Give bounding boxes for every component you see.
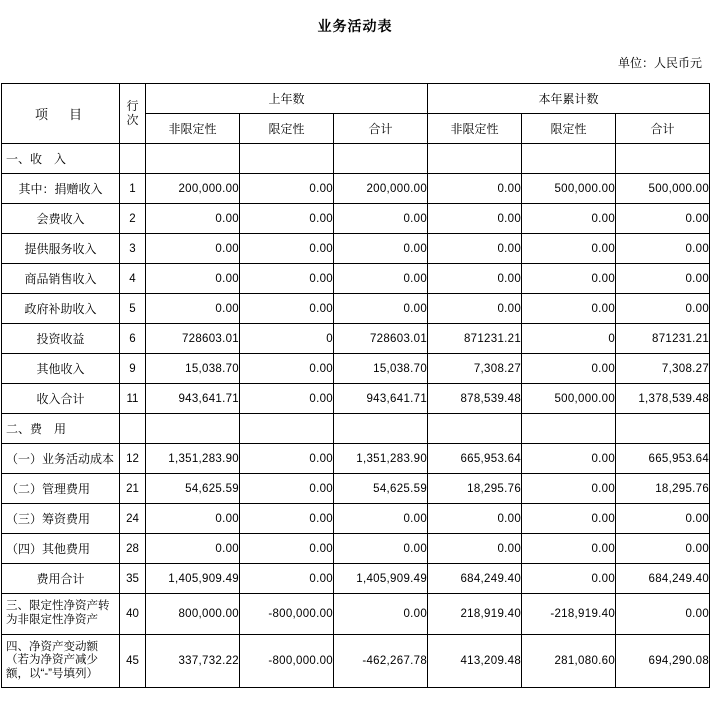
table-row bbox=[2, 534, 710, 564]
row-value: 0.00 bbox=[428, 264, 522, 294]
row-value bbox=[522, 144, 616, 174]
row-line-no: 21 bbox=[120, 474, 146, 504]
row-value: 0.00 bbox=[334, 264, 428, 294]
row-value: 218,919.40 bbox=[428, 594, 522, 635]
row-value: 0.00 bbox=[240, 354, 334, 384]
row-value: -800,000.00 bbox=[240, 635, 334, 688]
row-value: 0.00 bbox=[522, 264, 616, 294]
row-value: 0.00 bbox=[334, 234, 428, 264]
row-value: 0.00 bbox=[428, 294, 522, 324]
row-value: 1,351,283.90 bbox=[146, 444, 240, 474]
row-value: 54,625.59 bbox=[334, 474, 428, 504]
row-label: 三、限定性净资产转为非限定性净资产 bbox=[2, 594, 120, 635]
row-line-no: 45 bbox=[120, 635, 146, 688]
row-line-no: 3 bbox=[120, 234, 146, 264]
table-row bbox=[2, 234, 710, 264]
unit-note: 单位：人民币元 bbox=[617, 56, 702, 70]
row-value: 0.00 bbox=[428, 504, 522, 534]
table-row bbox=[2, 444, 710, 474]
row-value: 0.00 bbox=[240, 564, 334, 594]
row-value: 0.00 bbox=[428, 534, 522, 564]
row-value: 0.00 bbox=[522, 234, 616, 264]
table-row bbox=[2, 294, 710, 324]
row-line-no: 35 bbox=[120, 564, 146, 594]
row-value: 0.00 bbox=[334, 534, 428, 564]
row-value: 18,295.76 bbox=[616, 474, 710, 504]
row-value: 0.00 bbox=[522, 534, 616, 564]
row-value: 0.00 bbox=[240, 534, 334, 564]
row-value: -462,267.78 bbox=[334, 635, 428, 688]
row-label: 提供服务收入 bbox=[2, 234, 120, 264]
row-value: 0.00 bbox=[616, 534, 710, 564]
table-row bbox=[2, 354, 710, 384]
row-value: 281,080.60 bbox=[522, 635, 616, 688]
row-label: 会费收入 bbox=[2, 204, 120, 234]
row-value: 0.00 bbox=[146, 264, 240, 294]
row-value: -800,000.00 bbox=[240, 594, 334, 635]
row-value bbox=[240, 414, 334, 444]
row-label: （三）筹资费用 bbox=[2, 504, 120, 534]
row-value: 0.00 bbox=[240, 474, 334, 504]
row-value: 0 bbox=[240, 324, 334, 354]
row-line-no: 28 bbox=[120, 534, 146, 564]
row-value: 0.00 bbox=[616, 264, 710, 294]
row-value: 0.00 bbox=[522, 564, 616, 594]
header-line-no: 行 次 bbox=[120, 84, 146, 144]
row-line-no: 12 bbox=[120, 444, 146, 474]
header-current-year-group: 本年累计数 bbox=[428, 84, 710, 114]
row-value: 15,038.70 bbox=[334, 354, 428, 384]
row-line-no: 5 bbox=[120, 294, 146, 324]
table-header bbox=[2, 84, 710, 144]
header-current-restricted: 限定性 bbox=[522, 114, 616, 144]
row-value: 0.00 bbox=[334, 594, 428, 635]
row-label: 其中：捐赠收入 bbox=[2, 174, 120, 204]
row-value: 0.00 bbox=[522, 444, 616, 474]
row-value: 0.00 bbox=[334, 294, 428, 324]
row-line-no: 24 bbox=[120, 504, 146, 534]
header-current-unrestricted: 非限定性 bbox=[428, 114, 522, 144]
row-value: 0.00 bbox=[146, 504, 240, 534]
row-label: （四）其他费用 bbox=[2, 534, 120, 564]
row-label: 一、收 入 bbox=[2, 144, 120, 174]
row-value: 684,249.40 bbox=[428, 564, 522, 594]
row-label: 商品销售收入 bbox=[2, 264, 120, 294]
row-value: 1,378,539.48 bbox=[616, 384, 710, 414]
header-current-total: 合计 bbox=[616, 114, 710, 144]
row-value: 413,209.48 bbox=[428, 635, 522, 688]
row-value bbox=[146, 414, 240, 444]
row-value: 728603.01 bbox=[146, 324, 240, 354]
page-title: 业务活动表 bbox=[317, 18, 393, 34]
row-value: 0.00 bbox=[240, 504, 334, 534]
row-value: 943,641.71 bbox=[146, 384, 240, 414]
row-value: 0.00 bbox=[616, 204, 710, 234]
row-value: 0.00 bbox=[428, 174, 522, 204]
row-value: 7,308.27 bbox=[428, 354, 522, 384]
row-value: 0.00 bbox=[240, 384, 334, 414]
row-line-no: 4 bbox=[120, 264, 146, 294]
row-line-no: 11 bbox=[120, 384, 146, 414]
row-value bbox=[616, 144, 710, 174]
row-value: 0.00 bbox=[522, 354, 616, 384]
row-value: 0.00 bbox=[146, 204, 240, 234]
row-value: 1,405,909.49 bbox=[334, 564, 428, 594]
row-value: 15,038.70 bbox=[146, 354, 240, 384]
row-value: 18,295.76 bbox=[428, 474, 522, 504]
report-page bbox=[0, 16, 710, 704]
header-prev-year-group: 上年数 bbox=[146, 84, 428, 114]
row-value: -218,919.40 bbox=[522, 594, 616, 635]
row-value: 0 bbox=[522, 324, 616, 354]
row-value: 665,953.64 bbox=[616, 444, 710, 474]
table-row bbox=[2, 384, 710, 414]
row-value: 54,625.59 bbox=[146, 474, 240, 504]
row-line-no: 9 bbox=[120, 354, 146, 384]
row-label: 二、费 用 bbox=[2, 414, 120, 444]
row-value: 200,000.00 bbox=[334, 174, 428, 204]
row-value: 728603.01 bbox=[334, 324, 428, 354]
table-body bbox=[2, 144, 710, 688]
row-label: 投资收益 bbox=[2, 324, 120, 354]
row-value: 665,953.64 bbox=[428, 444, 522, 474]
row-value bbox=[240, 144, 334, 174]
header-prev-total: 合计 bbox=[334, 114, 428, 144]
row-value bbox=[428, 414, 522, 444]
row-value: 684,249.40 bbox=[616, 564, 710, 594]
header-item: 项 目 bbox=[2, 84, 120, 144]
row-value: 500,000.00 bbox=[616, 174, 710, 204]
row-value: 0.00 bbox=[240, 174, 334, 204]
table-row bbox=[2, 564, 710, 594]
table-row bbox=[2, 594, 710, 635]
row-value: 0.00 bbox=[334, 204, 428, 234]
row-value: 800,000.00 bbox=[146, 594, 240, 635]
row-value bbox=[428, 144, 522, 174]
row-value: 0.00 bbox=[616, 234, 710, 264]
row-value: 0.00 bbox=[334, 504, 428, 534]
row-value: 1,351,283.90 bbox=[334, 444, 428, 474]
row-value: 878,539.48 bbox=[428, 384, 522, 414]
row-value: 694,290.08 bbox=[616, 635, 710, 688]
row-line-no bbox=[120, 144, 146, 174]
row-value: 871231.21 bbox=[428, 324, 522, 354]
row-value: 0.00 bbox=[240, 204, 334, 234]
row-line-no bbox=[120, 414, 146, 444]
header-prev-unrestricted: 非限定性 bbox=[146, 114, 240, 144]
header-prev-restricted: 限定性 bbox=[240, 114, 334, 144]
row-value: 0.00 bbox=[522, 294, 616, 324]
table-row bbox=[2, 204, 710, 234]
row-value: 0.00 bbox=[616, 294, 710, 324]
row-value: 0.00 bbox=[240, 234, 334, 264]
row-value: 871231.21 bbox=[616, 324, 710, 354]
row-value: 0.00 bbox=[146, 534, 240, 564]
row-label: 政府补助收入 bbox=[2, 294, 120, 324]
row-value: 943,641.71 bbox=[334, 384, 428, 414]
row-label: （二）管理费用 bbox=[2, 474, 120, 504]
row-value: 0.00 bbox=[240, 294, 334, 324]
table-row bbox=[2, 504, 710, 534]
table-row bbox=[2, 144, 710, 174]
table-row bbox=[2, 174, 710, 204]
row-line-no: 2 bbox=[120, 204, 146, 234]
table-row bbox=[2, 264, 710, 294]
row-value: 0.00 bbox=[616, 504, 710, 534]
row-value bbox=[334, 414, 428, 444]
table-row bbox=[2, 414, 710, 444]
row-label: 费用合计 bbox=[2, 564, 120, 594]
row-value bbox=[616, 414, 710, 444]
row-value: 0.00 bbox=[146, 234, 240, 264]
table-row bbox=[2, 474, 710, 504]
row-value: 337,732.22 bbox=[146, 635, 240, 688]
row-value: 7,308.27 bbox=[616, 354, 710, 384]
row-value: 0.00 bbox=[240, 264, 334, 294]
row-value: 200,000.00 bbox=[146, 174, 240, 204]
row-label: （一）业务活动成本 bbox=[2, 444, 120, 474]
row-line-no: 40 bbox=[120, 594, 146, 635]
row-value: 0.00 bbox=[428, 204, 522, 234]
row-line-no: 1 bbox=[120, 174, 146, 204]
row-value: 0.00 bbox=[240, 444, 334, 474]
row-label: 四、净资产变动额（若为净资产减少额，以“-”号填列） bbox=[2, 635, 120, 688]
row-value: 0.00 bbox=[522, 204, 616, 234]
row-label: 其他收入 bbox=[2, 354, 120, 384]
row-label: 收入合计 bbox=[2, 384, 120, 414]
row-value: 1,405,909.49 bbox=[146, 564, 240, 594]
row-value: 0.00 bbox=[522, 504, 616, 534]
row-value bbox=[146, 144, 240, 174]
row-value: 0.00 bbox=[146, 294, 240, 324]
row-value: 500,000.00 bbox=[522, 384, 616, 414]
row-value bbox=[522, 414, 616, 444]
row-value bbox=[334, 144, 428, 174]
row-value: 0.00 bbox=[428, 234, 522, 264]
row-value: 0.00 bbox=[616, 594, 710, 635]
table-row bbox=[2, 635, 710, 688]
row-line-no: 6 bbox=[120, 324, 146, 354]
row-value: 500,000.00 bbox=[522, 174, 616, 204]
table-row bbox=[2, 324, 710, 354]
activity-statement-table bbox=[1, 83, 710, 688]
row-value: 0.00 bbox=[522, 474, 616, 504]
